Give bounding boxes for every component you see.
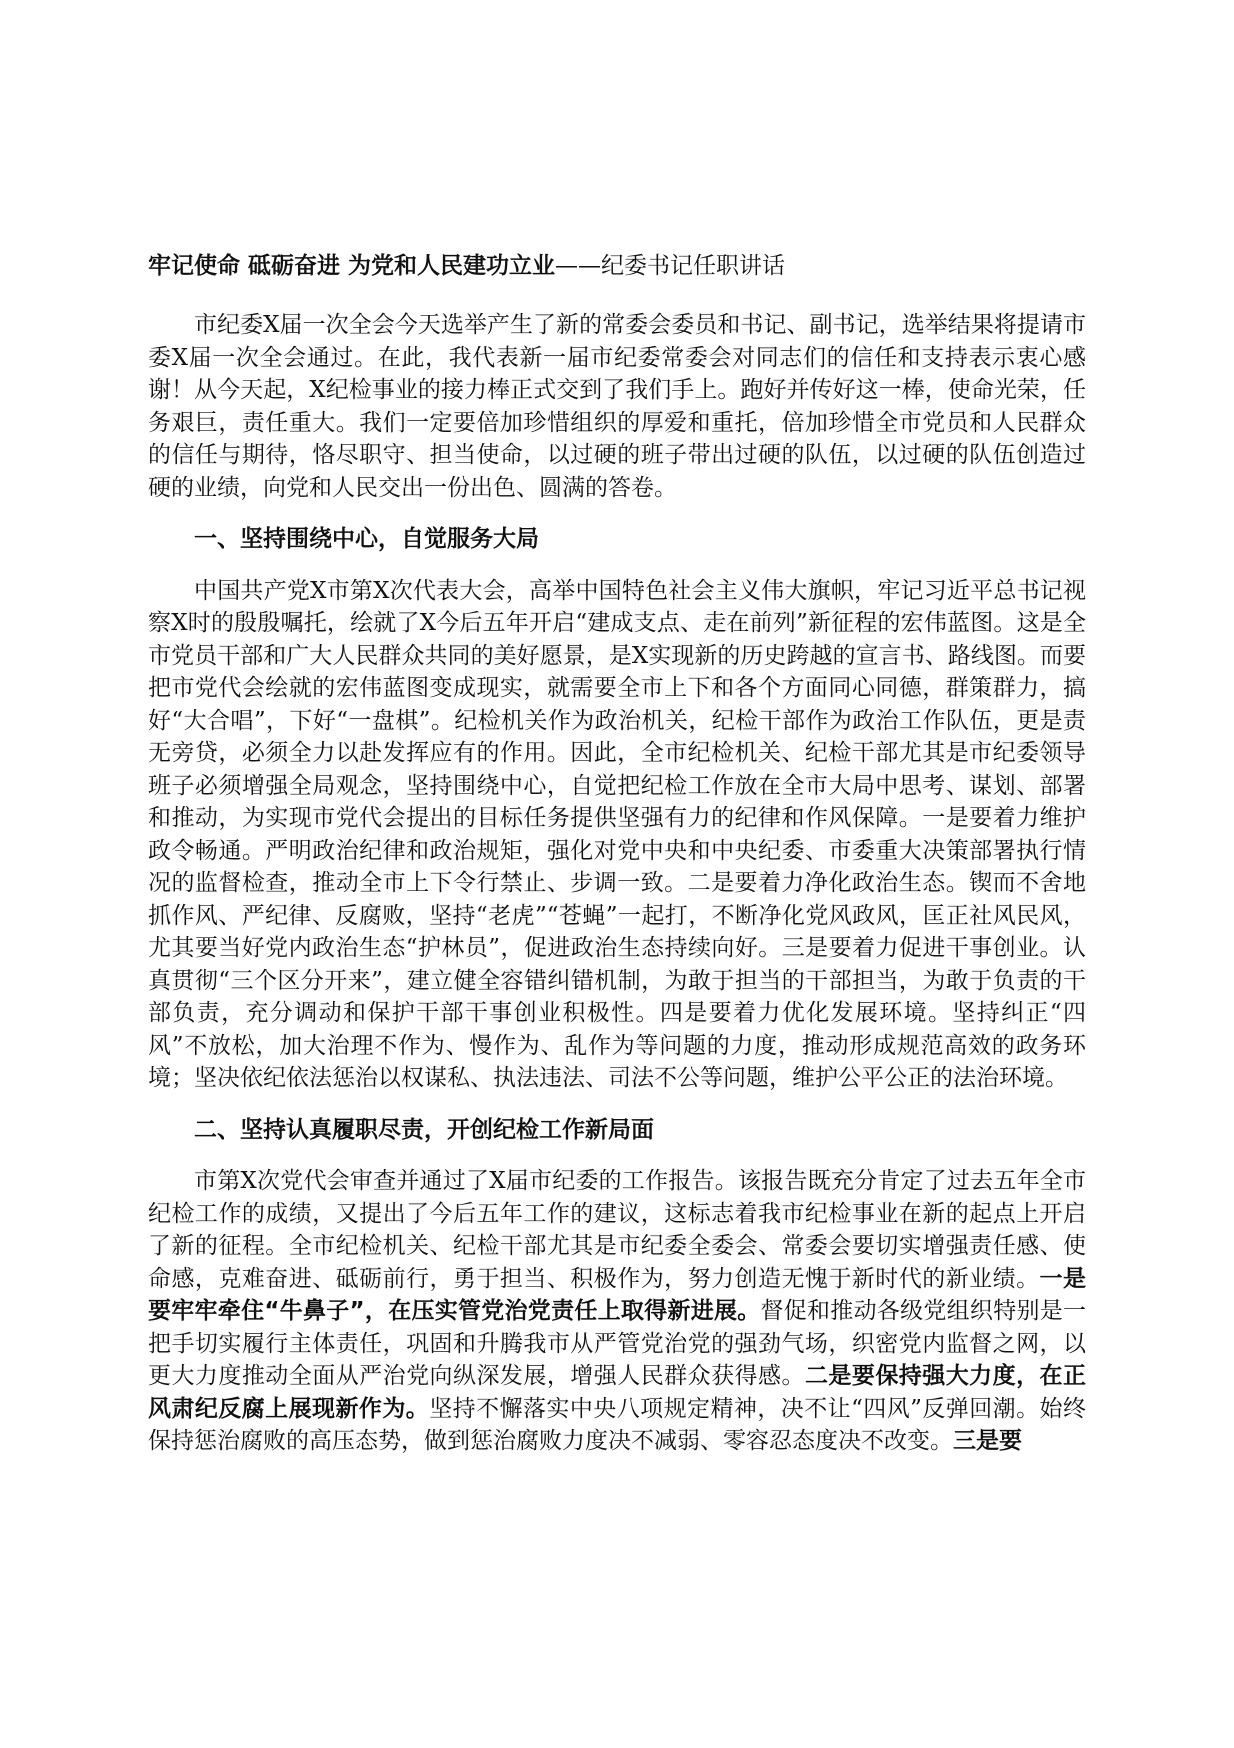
section-1-heading: 一、坚持围绕中心，自觉服务大局 (194, 526, 539, 552)
section-2-text-a: 市第X次党代会审查并通过了X届市纪委的工作报告。该报告既充分肯定了过去五年全市纪检工作的成绩，又提出了今后五年工作的建议，这标志着我市纪检事业在新的起点上开启了新的征程。全市纪检机关、纪检干部尤其是市纪委全委会、常委会要切实增强责任感、使命感，克难奋进、砥砺前行，勇于担当、积极作为，努力创造无愧于新时代的新业绩。 (148, 1168, 1086, 1292)
intro-paragraph: 市纪委X届一次全会今天选举产生了新的常委会委员和书记、副书记，选举结果将提请市委X届一次全会通过。在此，我代表新一届市纪委常委会对同志们的信任和支持表示衷心感谢！从今天起，X纪检事业的接力棒正式交到了我们手上。跑好并传好这一棒，使命光荣，任务艰巨，责任重大。我们一定要倍加珍惜组织的厚爱和重托，倍加珍惜全市党员和人民群众的信任与期待，恪尽职守、担当使命，以过硬的班子带出过硬的队伍，以过硬的队伍创造过硬的业绩，向党和人民交出一份出色、圆满的答卷。 (148, 312, 1086, 501)
section-2-text-b: 督促和推动各级党组织特别是一把手切实履行主体责任，巩固和升腾我市从严管党治党的强劲气场，织密党内监督之网，以更大力度推动全面从严治党向纵深发展，增强人民群众获得感。 (148, 1298, 1086, 1389)
section-2-heading: 二、坚持认真履职尽责，开创纪检工作新局面 (194, 1116, 654, 1143)
section-2-text-c: 坚持不懈落实中央八项规定精神，决不让“四风”反弹回潮。始终保持惩治腐败的高压态势，做到惩治腐败力度决不减弱、零容忍态度决不改变。 (148, 1395, 1086, 1454)
document-title (148, 250, 1086, 282)
section-2-emphasis-2: 二是要保持强大力度，在正风肃纪反腐上展现新作为。 (148, 1363, 1087, 1422)
title-subtitle: ——纪委书记任职讲话 (555, 253, 786, 279)
document-page (148, 250, 1086, 1477)
section-2-emphasis-3: 三是要 (953, 1428, 1022, 1454)
section-2-paragraph (148, 1165, 1086, 1458)
section-1-paragraph: 中国共产党X市第X次代表大会，高举中国特色社会主义伟大旗帜，牢记习近平总书记视察X时的殷殷嘱托，绘就了X今后五年开启“建成支点、走在前列”新征程的宏伟蓝图。这是全市党员干部和广大人民群众共同的美好愿景，是X实现新的历史跨越的宣言书、路线图。而要把市党代会绘就的宏伟蓝图变成现实，就需要全市上下和各个方面同心同德，群策群力，搞好“大合唱”，下好“一盘棋”。纪检机关作为政治机关，纪检干部作为政治工作队伍，更是责无旁贷，必须全力以赴发挥应有的作用。因此，全市纪检机关、纪检干部尤其是市纪委领导班子必须增强全局观念，坚持围绕中心，自觉把纪检工作放在全市大局中思考、谋划、部署和推动，为实现市党代会提出的目标任务提供坚强有力的纪律和作风保障。一是要着力维护政令畅通。严明政治纪律和政治规矩，强化对党中央和中央纪委、市委重大决策部署执行情况的监督检查，推动全市上下令行禁止、步调一致。二是要着力净化政治生态。锲而不舍地抓作风、严纪律、反腐败，坚持“老虎”“苍蝇”一起打，不断净化党风政风，匡正社风民风，尤其要当好党内政治生态“护林员”，促进政治生态持续向好。三是要着力促进干事创业。认真贯彻“三个区分开来”，建立健全容错纠错机制，为敢于担当的干部担当，为敢于负责的干部负责，充分调动和保护干部干事创业积极性。四是要着力优化发展环境。坚持纠正“四风”不放松，加大治理不作为、慢作为、乱作为等问题的力度，推动形成规范高效的政务环境；坚决依纪依法惩治以权谋私、执法违法、司法不公等问题，维护公平公正的法治环境。 (148, 577, 1086, 1091)
section-2-emphasis-1: 一是要牢牢牵住“牛鼻子”，在压实管党治党责任上取得新进展。 (148, 1265, 1087, 1324)
title-main: 牢记使命 砥砺奋进 为党和人民建功立业 (148, 253, 556, 279)
